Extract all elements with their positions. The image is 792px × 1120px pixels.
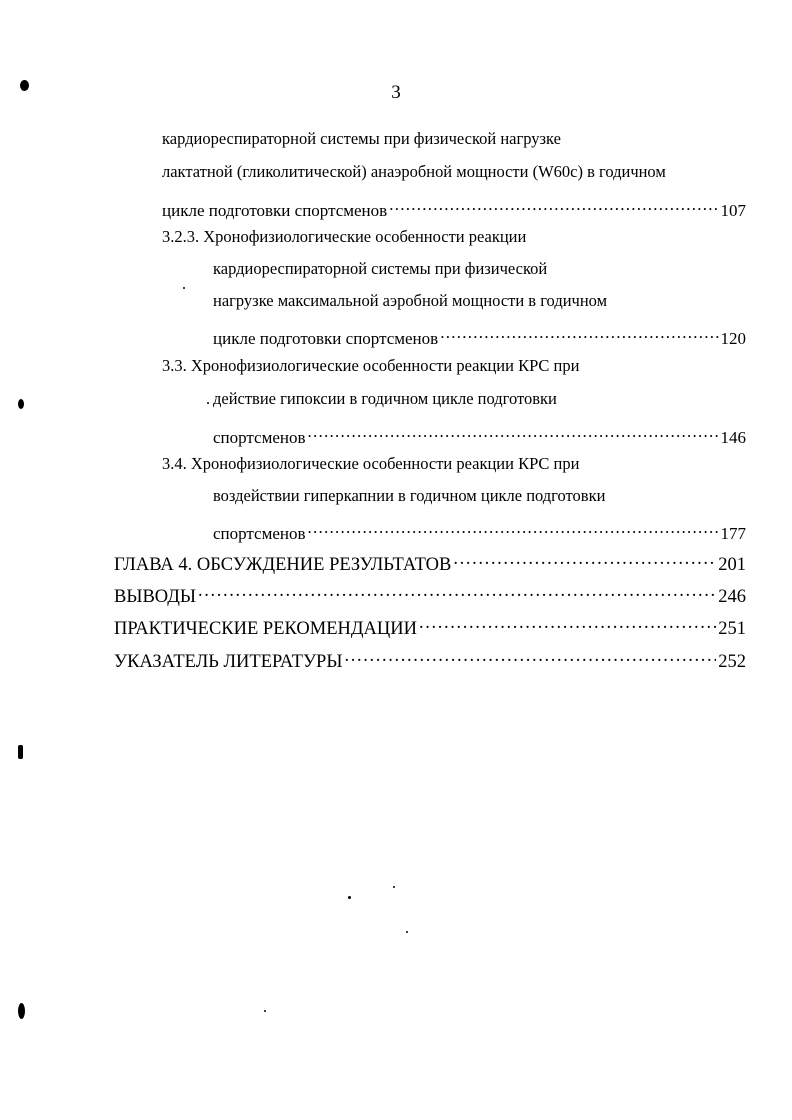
toc-continuation-line-3: цикле подготовки спортсменов: [162, 201, 388, 220]
scan-mark: [18, 1003, 25, 1019]
toc-323-line-4: цикле подготовки спортсменов: [213, 329, 439, 348]
toc-recommendations-row: [114, 612, 746, 640]
toc-chapter4-label: ГЛАВА 4. ОБСУЖДЕНИЕ РЕЗУЛЬТАТОВ: [114, 555, 452, 575]
dot-leader: [453, 548, 716, 570]
toc-conclusions-label: ВЫВОДЫ: [114, 587, 197, 607]
toc-34-row: [213, 517, 746, 545]
toc-continuation-line-1: кардиореспираторной системы при физической нагрузке: [162, 129, 561, 148]
toc-recommendations-label: ПРАКТИЧЕСКИЕ РЕКОМЕНДАЦИИ: [114, 619, 417, 639]
toc-references-row: [114, 645, 746, 673]
toc-conclusions-page: 246: [718, 587, 746, 607]
toc-33-page: 146: [720, 428, 746, 447]
toc-conclusions-row: [114, 580, 746, 608]
scan-speck: [348, 896, 351, 899]
toc-323-line-2: кардиореспираторной системы при физической: [213, 259, 548, 278]
toc-continuation-line-2: лактатной (гликолитической) анаэробной мощности (W60с) в годичном: [162, 162, 666, 181]
toc-34-line-1: 3.4. Хронофизиологические особенности реакции КРС при: [162, 454, 580, 473]
toc-33-line-1: 3.3. Хронофизиологические особенности реакции КРС при: [162, 356, 580, 375]
dot-leader: [440, 322, 718, 344]
toc-chapter4-page: 201: [718, 555, 746, 575]
toc-references-label: УКАЗАТЕЛЬ ЛИТЕРАТУРЫ: [114, 652, 343, 672]
toc-continuation-page: 107: [720, 201, 746, 220]
toc-33-line-2: действие гипоксии в годичном цикле подготовки: [213, 389, 557, 408]
toc-33-row: [213, 421, 746, 449]
scan-speck: [264, 1010, 266, 1012]
dot-leader: [198, 580, 716, 602]
toc-34-page: 177: [720, 524, 746, 543]
dot-leader: [344, 645, 716, 667]
toc-323-page: 120: [720, 329, 746, 348]
toc-34-line-2: воздействии гиперкапнии в годичном цикле подготовки: [213, 486, 606, 505]
toc-34-line-3: спортсменов: [213, 524, 306, 543]
dot-leader: [308, 421, 719, 443]
toc-continuation-row: [162, 194, 746, 222]
dot-leader: [308, 517, 719, 539]
toc-323-line-3: нагрузке максимальной аэробной мощности в годичном: [213, 291, 608, 310]
scan-speck: [207, 402, 209, 404]
toc-chapter4-row: [114, 548, 746, 576]
page-number: 3: [391, 82, 401, 103]
scan-mark: [18, 399, 24, 409]
scan-speck: [183, 287, 185, 289]
toc-323-line-1: 3.2.3. Хронофизиологические особенности реакции: [162, 227, 527, 246]
scan-speck: [406, 931, 408, 933]
scan-mark: [18, 745, 23, 759]
toc-recommendations-page: 251: [718, 619, 746, 639]
dot-leader: [419, 612, 716, 634]
toc-references-page: 252: [718, 652, 746, 672]
toc-323-row: [213, 322, 746, 350]
scan-speck: [393, 886, 395, 888]
dot-leader: [389, 194, 718, 216]
toc-33-line-3: спортсменов: [213, 428, 306, 447]
scan-mark: [20, 80, 29, 91]
